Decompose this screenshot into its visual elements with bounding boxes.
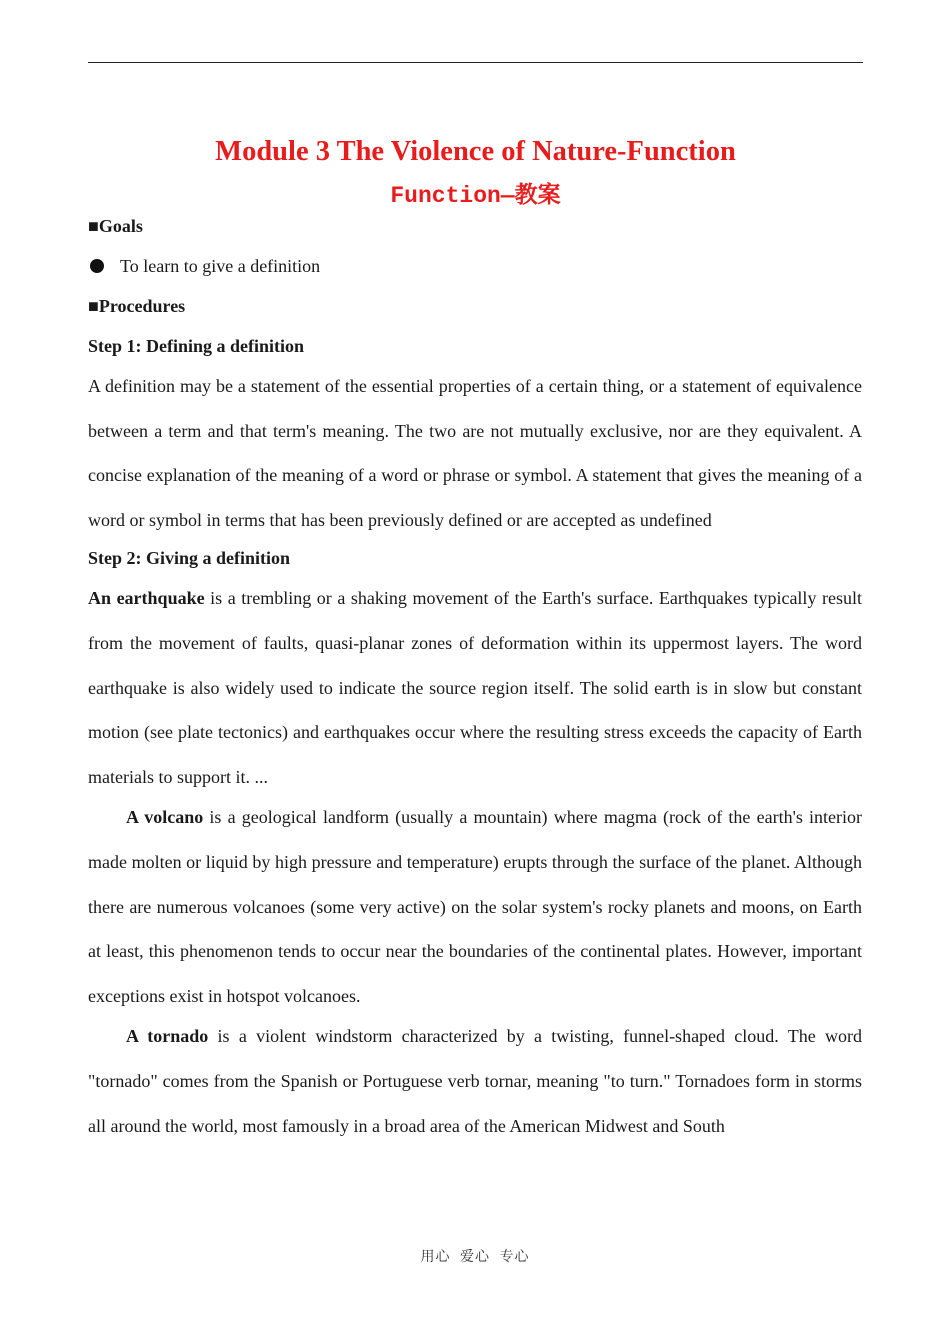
earthquake-term: An earthquake bbox=[88, 588, 205, 609]
bullet-icon bbox=[90, 259, 104, 273]
goals-heading: ■Goals bbox=[88, 216, 143, 236]
page-title: Module 3 The Violence of Nature-Function bbox=[215, 136, 736, 167]
goal-item bbox=[88, 246, 862, 286]
tornado-term: A tornado bbox=[126, 1026, 209, 1047]
page-subtitle: Function—教案 bbox=[390, 183, 561, 209]
step1-paragraph: A definition may be a statement of the essential properties of a certain thing, or a statement of equivalence between a term and that term's meaning. The two are not mutually exclusive, nor are they equivalent. A concise explanation of the meaning of a word or phrase or symbol. A statement that gives the meaning of a word or symbol in terms that has been previously defined or are accepted as undefined bbox=[88, 376, 862, 530]
volcano-definition: is a geological landform (usually a mountain) where magma (rock of the earth's interior made molten or liquid by high pressure and temperature) erupts through the surface of the planet. Although there are numerous volcanoes (some very active) on the solar system's rocky planets and moons, on Earth at least, this phenomenon tends to occur near the boundaries of the continental plates. However, important exceptions exist in hotspot volcanoes. bbox=[88, 807, 863, 1006]
page-footer: 用心 爱心 专心 bbox=[420, 1249, 530, 1265]
tornado-definition: is a violent windstorm characterized by a twisting, funnel-shaped cloud. The word "tornado" comes from the Spanish or Portuguese verb tornar, meaning "to turn." Tornadoes form in storms all around the world, most famously in a broad area of the American Midwest and South bbox=[88, 1026, 862, 1136]
procedures-heading: ■Procedures bbox=[88, 296, 186, 316]
earthquake-definition: is a trembling or a shaking movement of the Earth's surface. Earthquakes typically result from the movement of faults, quasi-planar zones of deformation within its uppermost layers. The word earthquake is also widely used to indicate the source region itself. The solid earth is in slow but constant motion (see plate tectonics) and earthquakes occur where the resulting stress exceeds the capacity of Earth materials to support it. ... bbox=[88, 588, 862, 787]
document-body bbox=[88, 206, 862, 1148]
header-rule bbox=[88, 62, 863, 63]
volcano-term: A volcano bbox=[126, 807, 204, 828]
step2-heading: Step 2: Giving a definition bbox=[88, 548, 291, 569]
volcano-paragraph bbox=[88, 795, 862, 1018]
goal-item-text: To learn to give a definition bbox=[120, 256, 321, 276]
earthquake-paragraph bbox=[88, 576, 862, 799]
tornado-paragraph bbox=[88, 1014, 862, 1148]
step1-heading: Step 1: Defining a definition bbox=[88, 336, 305, 356]
